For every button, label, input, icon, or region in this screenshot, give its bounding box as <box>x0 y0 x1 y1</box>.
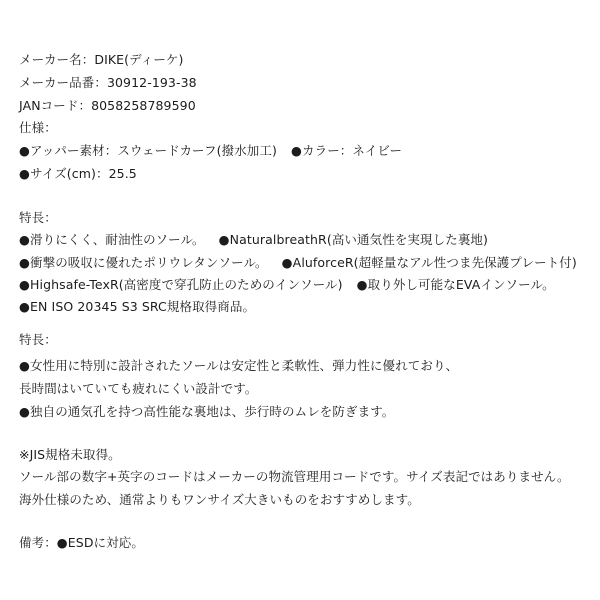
features-heading-2: 特長： <box>19 332 57 347</box>
note-line: ※JIS規格未取得。 <box>19 447 121 462</box>
feature-item: ●Highsafe-TexR(高密度で穿孔防止のためのインソール) <box>19 277 343 292</box>
feature-item: ●取り外し可能なEVAインソール。 <box>356 277 555 292</box>
feature-text-line: 長時間はいていても疲れにくい設計です。 <box>19 381 258 396</box>
jan-code-line: JANコード：8058258789590 <box>19 98 196 113</box>
feature-row-3 <box>19 275 589 295</box>
maker-line: メーカー名：DIKE(ディーケ) <box>19 52 184 67</box>
note-line: ソール部の数字+英字のコードはメーカーの物流管理用コードです。サイズ表記ではありません。 <box>19 469 570 484</box>
feature-row-4 <box>19 297 589 317</box>
feature-row-1 <box>19 230 589 250</box>
feature-text-line: ●女性用に特別に設計されたソールは安定性と柔軟性、弾力性に優れており、 <box>19 358 459 373</box>
spec-size: ●サイズ(cm)：25.5 <box>19 166 137 181</box>
remarks-line: 備考：●ESDに対応。 <box>19 535 144 550</box>
feature-text-line: ●独自の通気孔を持つ高性能な裏地は、歩行時のムレを防ぎます。 <box>19 404 395 419</box>
spec-material-color-line <box>19 141 589 161</box>
spec-material: ●アッパー素材：スウェードカーフ(撥水加工) <box>19 143 277 158</box>
feature-item: ●EN ISO 20345 S3 SRC規格取得商品。 <box>19 299 256 314</box>
features-heading-1: 特長： <box>19 210 57 225</box>
feature-item: ●滑りにくく、耐油性のソール。 <box>19 232 205 247</box>
feature-item: ●NaturalbreathR(高い通気性を実現した裏地) <box>218 232 488 247</box>
spec-heading: 仕様： <box>19 120 57 135</box>
feature-item: ●衝撃の吸収に優れたポリウレタンソール。 <box>19 255 268 270</box>
part-number-line: メーカー品番：30912-193-38 <box>19 75 197 90</box>
feature-item: ●AluforceR(超軽量なアル性つま先保護プレート付) <box>281 255 577 270</box>
feature-row-2 <box>19 253 589 273</box>
spec-color: ●カラー：ネイビー <box>291 143 403 158</box>
note-line: 海外仕様のため、通常よりもワンサイズ大きいものをおすすめします。 <box>19 492 420 507</box>
